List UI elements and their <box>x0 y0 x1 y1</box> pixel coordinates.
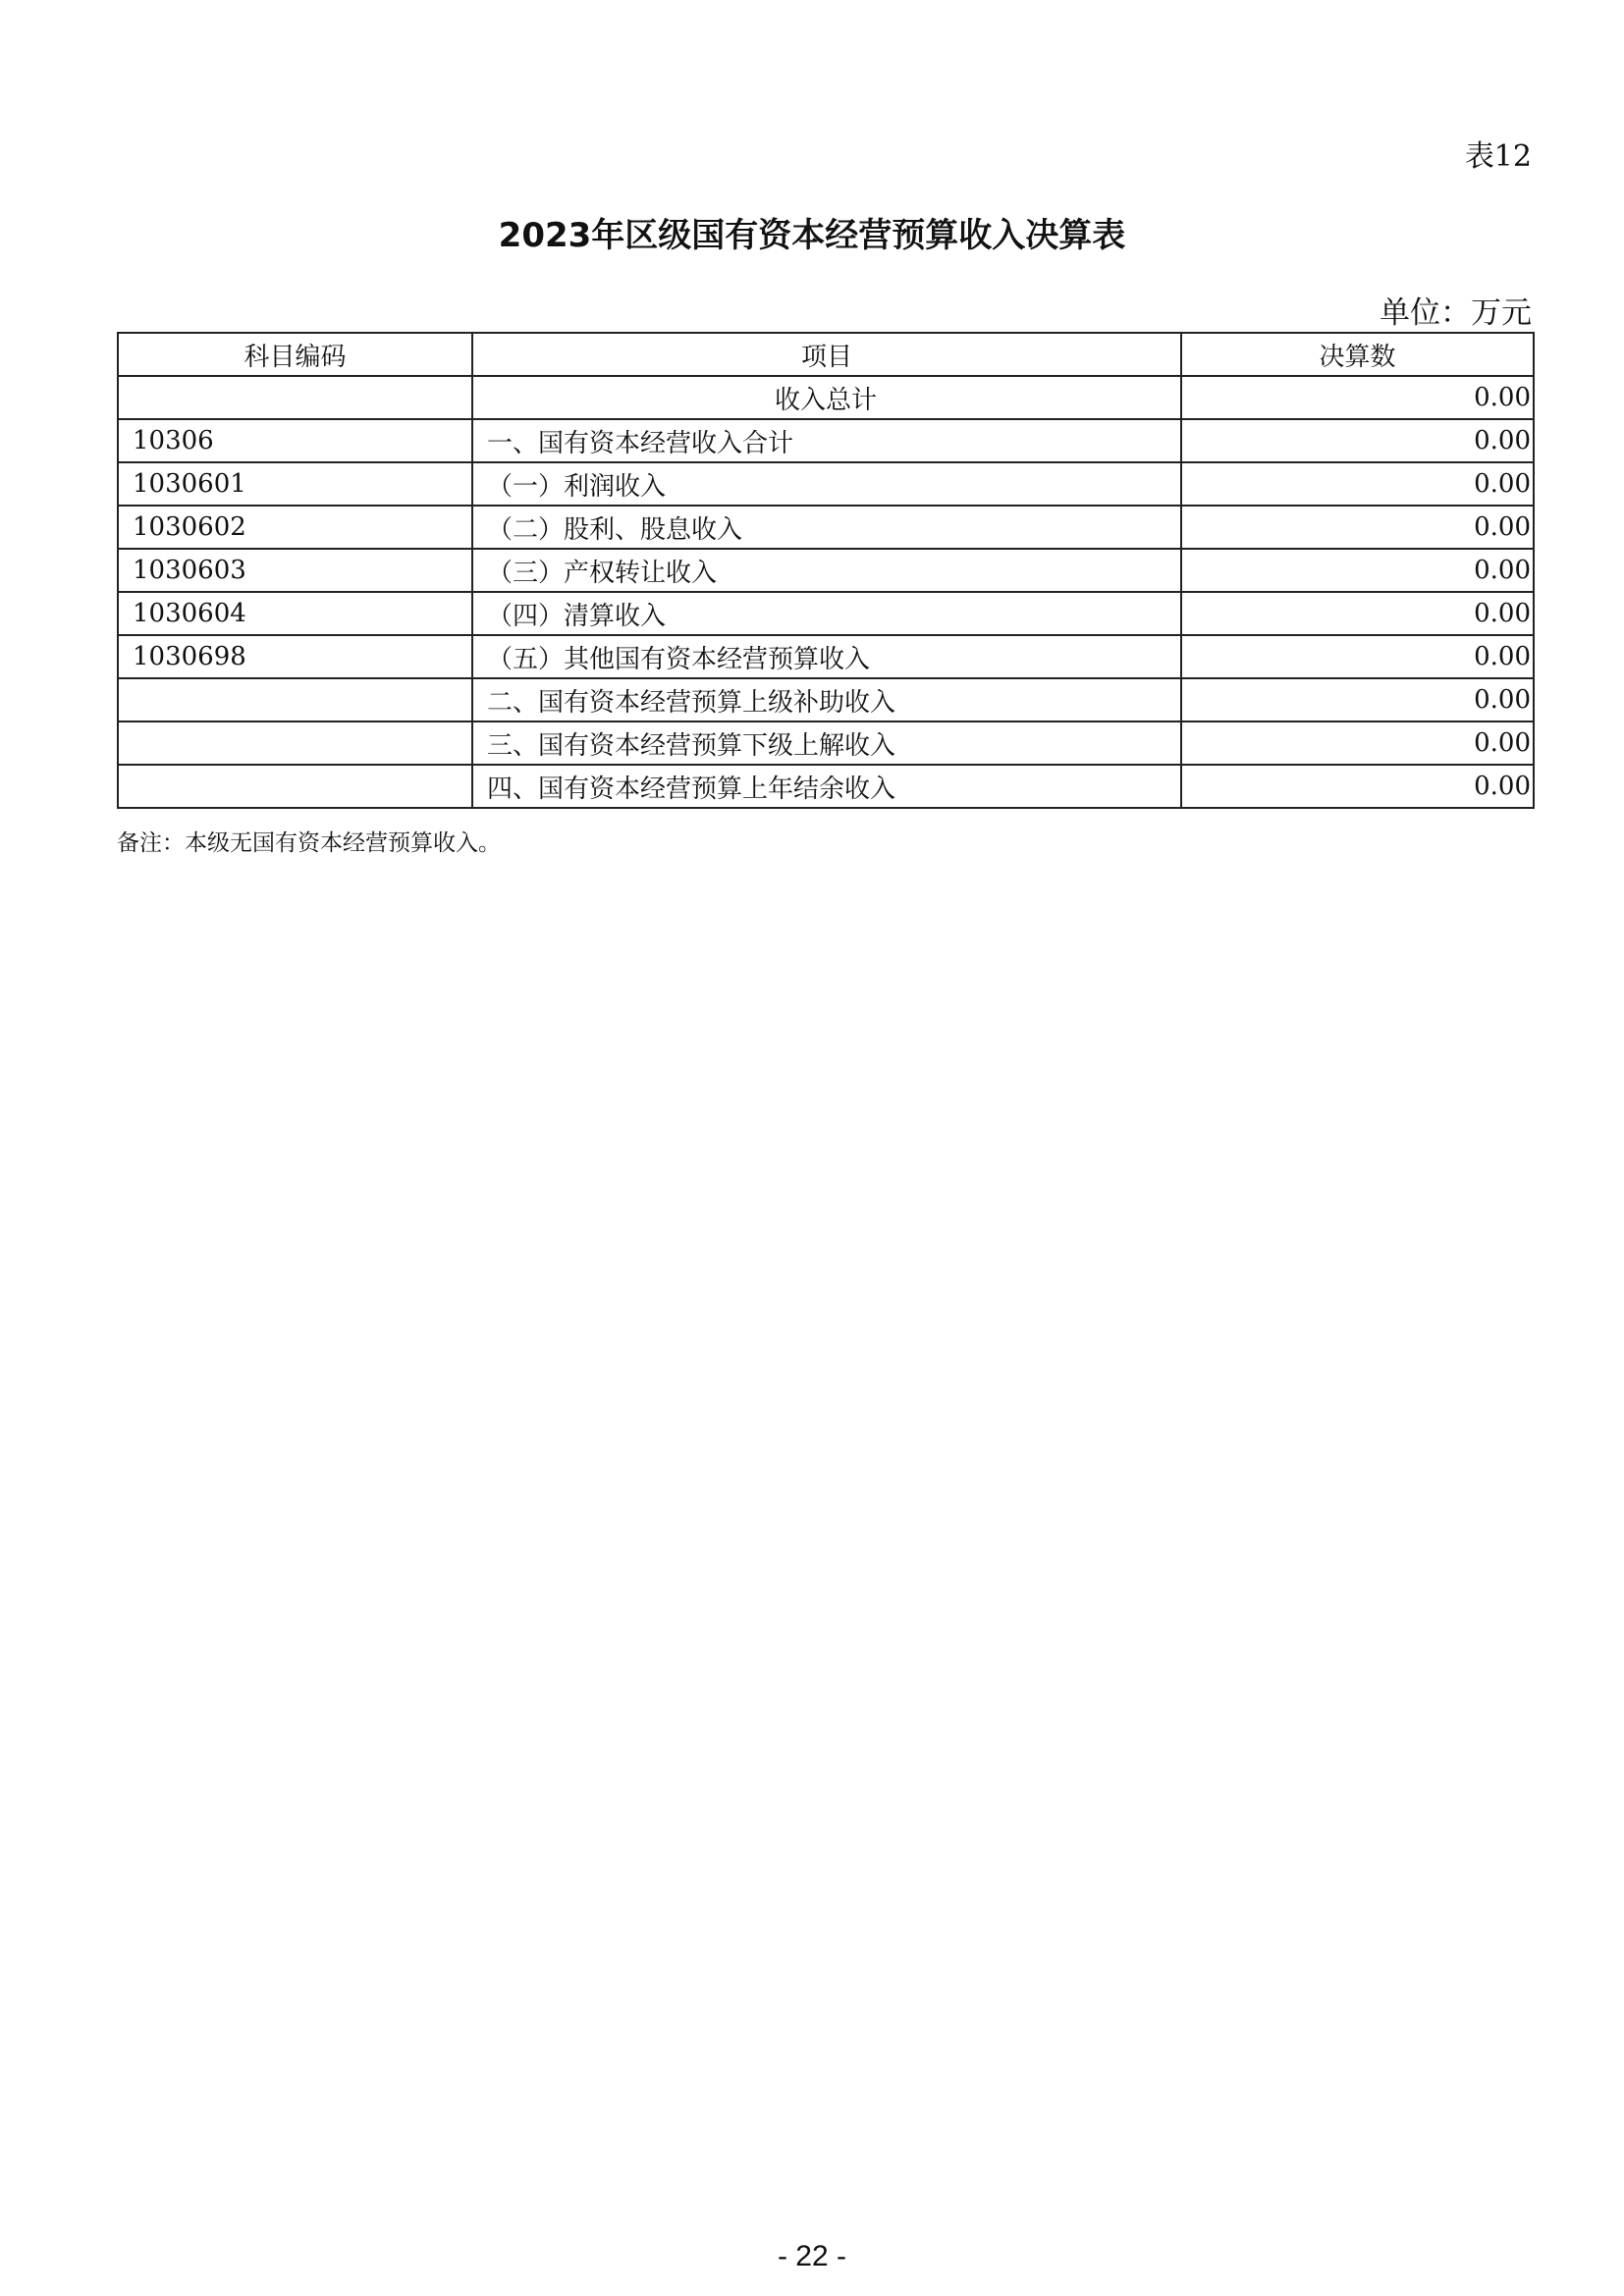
header-code: 科目编码 <box>118 333 472 376</box>
table-row <box>118 592 1534 635</box>
table-row <box>118 506 1534 549</box>
table-row <box>118 635 1534 678</box>
code-cell: 10306 <box>118 419 472 462</box>
code-cell: 1030698 <box>118 635 472 678</box>
item-cell: （三）产权转让收入 <box>472 549 1181 592</box>
table-number: 表12 <box>1464 139 1532 174</box>
item-cell: （五）其他国有资本经营预算收入 <box>472 635 1181 678</box>
amount-cell: 0.00 <box>1181 462 1534 506</box>
item-cell: 一、国有资本经营收入合计 <box>472 419 1181 462</box>
table-row <box>118 765 1534 808</box>
table-row <box>118 721 1534 765</box>
item-cell: 收入总计 <box>472 376 1181 419</box>
item-cell: 三、国有资本经营预算下级上解收入 <box>472 721 1181 765</box>
table-row <box>118 419 1534 462</box>
item-cell: （四）清算收入 <box>472 592 1181 635</box>
document-title: 2023年区级国有资本经营预算收入决算表 <box>498 216 1126 255</box>
amount-cell: 0.00 <box>1181 376 1534 419</box>
unit-label: 单位：万元 <box>1380 295 1532 331</box>
code-cell: 1030603 <box>118 549 472 592</box>
code-cell <box>118 678 472 721</box>
code-cell <box>118 765 472 808</box>
item-cell: 四、国有资本经营预算上年结余收入 <box>472 765 1181 808</box>
code-cell: 1030602 <box>118 506 472 549</box>
amount-cell: 0.00 <box>1181 765 1534 808</box>
table-row <box>118 678 1534 721</box>
header-row <box>118 333 1534 376</box>
header-item: 项目 <box>472 333 1181 376</box>
item-cell: （一）利润收入 <box>472 462 1181 506</box>
code-cell: 1030601 <box>118 462 472 506</box>
table-note: 备注：本级无国有资本经营预算收入。 <box>117 830 501 856</box>
item-cell: （二）股利、股息收入 <box>472 506 1181 549</box>
code-cell: 1030604 <box>118 592 472 635</box>
amount-cell: 0.00 <box>1181 592 1534 635</box>
code-cell <box>118 721 472 765</box>
page-number: - 22 - <box>777 2240 847 2272</box>
budget-table <box>117 332 1535 809</box>
amount-cell: 0.00 <box>1181 419 1534 462</box>
table-row-total <box>118 376 1534 419</box>
header-amount: 决算数 <box>1181 333 1534 376</box>
amount-cell: 0.00 <box>1181 506 1534 549</box>
amount-cell: 0.00 <box>1181 678 1534 721</box>
table-row <box>118 462 1534 506</box>
item-cell: 二、国有资本经营预算上级补助收入 <box>472 678 1181 721</box>
amount-cell: 0.00 <box>1181 721 1534 765</box>
table-row <box>118 549 1534 592</box>
amount-cell: 0.00 <box>1181 549 1534 592</box>
code-cell <box>118 376 472 419</box>
amount-cell: 0.00 <box>1181 635 1534 678</box>
